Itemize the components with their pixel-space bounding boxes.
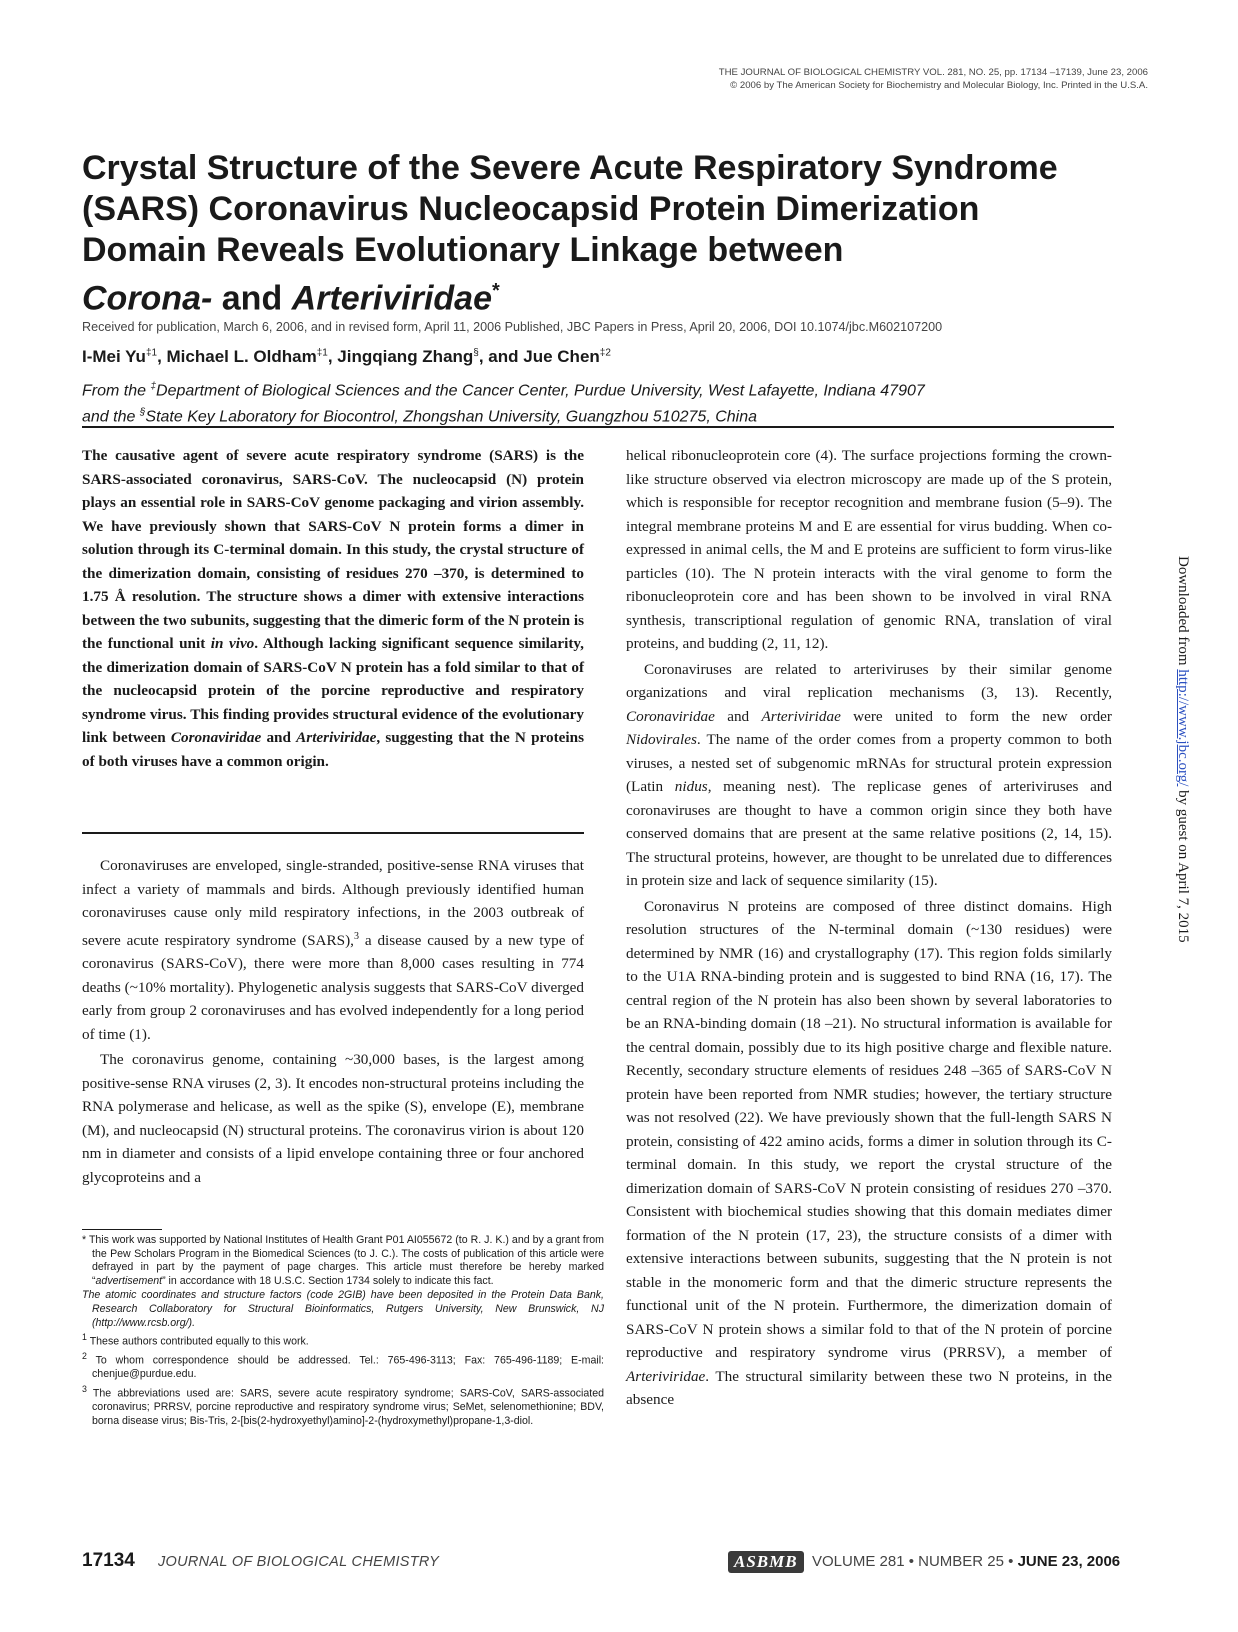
- download-note: Downloaded from http://www.jbc.org/ by guest on April 7, 2015: [1175, 556, 1191, 943]
- abstract: The causative agent of severe acute respiratory syndrome (SARS) is the SARS-associated coronavirus, SARS-CoV. The nucleocapsid (N) protein plays an essential role in SARS-CoV genome packaging and virion assembly. We have previously shown that SARS-CoV N protein forms a dimer in solution through its C-terminal domain. In this study, the crystal structure of the dimerization domain, consisting of residues 270 –370, is determined to 1.75 Å resolution. The structure shows a dimer with extensive interactions between the two subunits, suggesting that the dimeric form of the N protein is the functional unit in vivo. Although lacking significant sequence similarity, the dimerization domain of SARS-CoV N protein has a fold similar to that of the nucleocapsid protein of the porcine reproductive and respiratory syndrome virus. This finding provides structural evidence of the evolutionary link between Coronaviridae and Arteriviridae, suggesting that the N proteins of both viruses have a common origin.: [82, 447, 584, 770]
- footnote: * This work was supported by National Institutes of Health Grant P01 AI055672 (to R. J. K.) and by a grant from the Pew Scholars Program in the Biomedical Sciences (to J. C.). The costs of publication of this article were defrayed in part by the payment of page charges. This article must therefore be hereby marked “advertisement” in accordance with 18 U.S.C. Section 1734 solely to indicate this fact.: [82, 1234, 604, 1287]
- footnote: The atomic coordinates and structure factors (code 2GIB) have been deposited in the Protein Data Bank, Research Collaboratory for Structural Bioinformatics, Rutgers University, New Brunswick, NJ (http://www.rcsb.org/).: [82, 1289, 604, 1329]
- paragraph: The coronavirus genome, containing ~30,000 bases, is the largest among positive-sense RNA viruses (2, 3). It encodes non-structural proteins including the RNA polymerase and helicase, as well as the spike (S), envelope (E), membrane (M), and nucleocapsid (N) structural proteins. The coronavirus virion is about 120 nm in diameter and consists of a lipid envelope containing three or four anchored glycoproteins and a: [82, 1051, 584, 1186]
- footnote: $^3$ The abbreviations used are: SARS, severe acute respiratory syndrome; SARS-CoV, SARS-associated coronavirus; PRRSV, porcine reproductive and respiratory syndrome virus; SeMet, selenomethionine; BDV, borna disease virus; Bis-Tris, 2-[bis(2-hydroxyethyl)amino]-2-(hydroxymethyl)propane-1,3-diol.: [82, 1384, 604, 1427]
- page-number: 17134: [82, 1550, 135, 1571]
- paragraph: helical ribonucleoprotein core (4). The surface projections forming the crown-like structure observed via electron microscopy are made up of the S protein, which is responsible for receptor recognition and membrane fusion (5–9). The integral membrane proteins M and E are essential for virus budding. When co-expressed in animal cells, the M and E proteins are sufficient to form virus-like particles (10). The N protein interacts with the viral genome to form the ribonucleoprotein core and has been shown to be involved in viral RNA synthesis, transcriptional regulation of genomic RNA, translation of viral proteins, and budding (2, 11, 12).: [626, 447, 1112, 652]
- footer-journal: JOURNAL OF BIOLOGICAL CHEMISTRY: [158, 1554, 440, 1570]
- article-title: Crystal Structure of the Severe Acute Respiratory Syndrome (SARS) Coronavirus Nucleocapsid Protein Dimerization Domain Reveals Evolutionary Linkage between Corona- and Arteriviridae*: [82, 149, 1058, 318]
- abstract-divider: [82, 832, 584, 834]
- right-body-text: [626, 444, 1112, 1412]
- footnote: $^1$ These authors contributed equally to this work.: [82, 1332, 309, 1348]
- paragraph: Coronaviruses are enveloped, single-stranded, positive-sense RNA viruses that infect a variety of mammals and birds. Although previously identified human coronaviruses cause only mild respiratory infections, in the 2003 outbreak of severe acute respiratory syndrome (SARS),$^3$ a disease caused by a new type of coronavirus (SARS-CoV), there were more than 8,000 cases resulting in 774 deaths (~10% mortality). Phylogenetic analysis suggests that SARS-CoV diverged early from group 2 coronaviruses and has evolved independently for a long period of time (1).: [82, 857, 584, 1043]
- left-body-text: [82, 854, 584, 1189]
- footnote-divider: [82, 1229, 162, 1230]
- running-head-copyright: © 2006 by The American Society for Biochemistry and Molecular Biology, Inc. Printed in the U.S.A.: [730, 80, 1148, 91]
- affiliations: From the ‡Department of Biological Sciences and the Cancer Center, Purdue University, West Lafayette, Indiana 47907 and the §State Key Laboratory for Biocontrol, Zhongshan University, Guangzhou 510275, China: [82, 381, 925, 426]
- author-name: Michael L. Oldham: [166, 347, 317, 366]
- paragraph: Coronavirus N proteins are composed of three distinct domains. High resolution structures of the N-terminal domain (~130 residues) were determined by NMR (16) and crystallography (17). This region folds similarly to the U1A RNA-binding protein and is suggested to bind RNA (16, 17). The central region of the N protein has also been shown by several laboratories to be an RNA-binding domain (18 –21). No structural information is available for the central domain, possibly due to its high positive charge and flexible nature. Recently, secondary structure elements of residues 248 –365 of SARS-CoV N protein have been reported from NMR studies; however, the tertiary structure was not resolved (22). We have previously shown that the full-length SARS N protein, consisting of 422 amino acids, forms a dimer in solution through its C-terminal domain. In this study, we report the crystal structure of the dimerization domain of SARS-CoV N protein consisting of residues 270 –370. Consistent with biochemical studies showing that this domain mediates dimer formation of the N protein (17, 23), the structure consists of a dimer with extensive interactions between subunits, suggesting that the N protein is not stable in the monomeric form and that the dimeric structure represents the functional unit of the N protein. Furthermore, the dimerization domain of SARS-CoV N protein shows a similar fold to that of the N protein of porcine reproductive and respiratory syndrome virus (PRRSV), a member of Arteriviridae. The structural similarity between these two N proteins, in the absence: [626, 897, 1112, 1408]
- asbmb-logo: ASBMB: [728, 1551, 804, 1573]
- jbc-link[interactable]: http://www.jbc.org/: [1175, 669, 1191, 787]
- running-head: [719, 66, 1148, 92]
- author-name: I-Mei Yu: [82, 347, 146, 366]
- footnote: $^2$ To whom correspondence should be addressed. Tel.: 765-496-3113; Fax: 765-496-1189; E-mail: chenjue@purdue.edu.: [82, 1351, 604, 1381]
- header-divider: [82, 426, 1114, 428]
- author-name: Jingqiang Zhang: [337, 347, 474, 366]
- received-line: Received for publication, March 6, 2006, and in revised form, April 11, 2006 Published, JBC Papers in Press, April 20, 2006, DOI 10.1074/jbc.M602107200: [82, 320, 943, 334]
- paragraph: Coronaviruses are related to arteriviruses by their similar genome organizations and viral replication mechanisms (3, 13). Recently, Coronaviridae and Arteriviridae were united to form the new order Nidovirales. The name of the order comes from a property common to both viruses, a nested set of subgenomic mRNAs for structural protein expression (Latin nidus, meaning nest). The replicase genes of arteriviruses and coronaviruses are thought to have a common origin since they both have conserved domains that are present at the same relative positions (2, 14, 15). The structural proteins, however, are thought to be unrelated due to differences in protein size and lack of sequence similarity (15).: [626, 660, 1112, 889]
- author-name: Jue Chen: [523, 347, 600, 366]
- title-footnote-mark: *: [492, 280, 500, 302]
- author-list: I-Mei Yu$^{\ddagger 1}$, Michael L. Oldham$^{\ddagger 1}$, Jingqiang Zhang§, and Jue Chen$^{\ddagger 2}$: [82, 347, 611, 366]
- issue-info: VOLUME 281 • NUMBER 25 • JUNE 23, 2006: [812, 1553, 1121, 1570]
- running-head-journal: THE JOURNAL OF BIOLOGICAL CHEMISTRY VOL. 281, NO. 25, pp. 17134 –17139, June 23, 2006: [718, 67, 1148, 78]
- footnotes: [82, 1234, 604, 1429]
